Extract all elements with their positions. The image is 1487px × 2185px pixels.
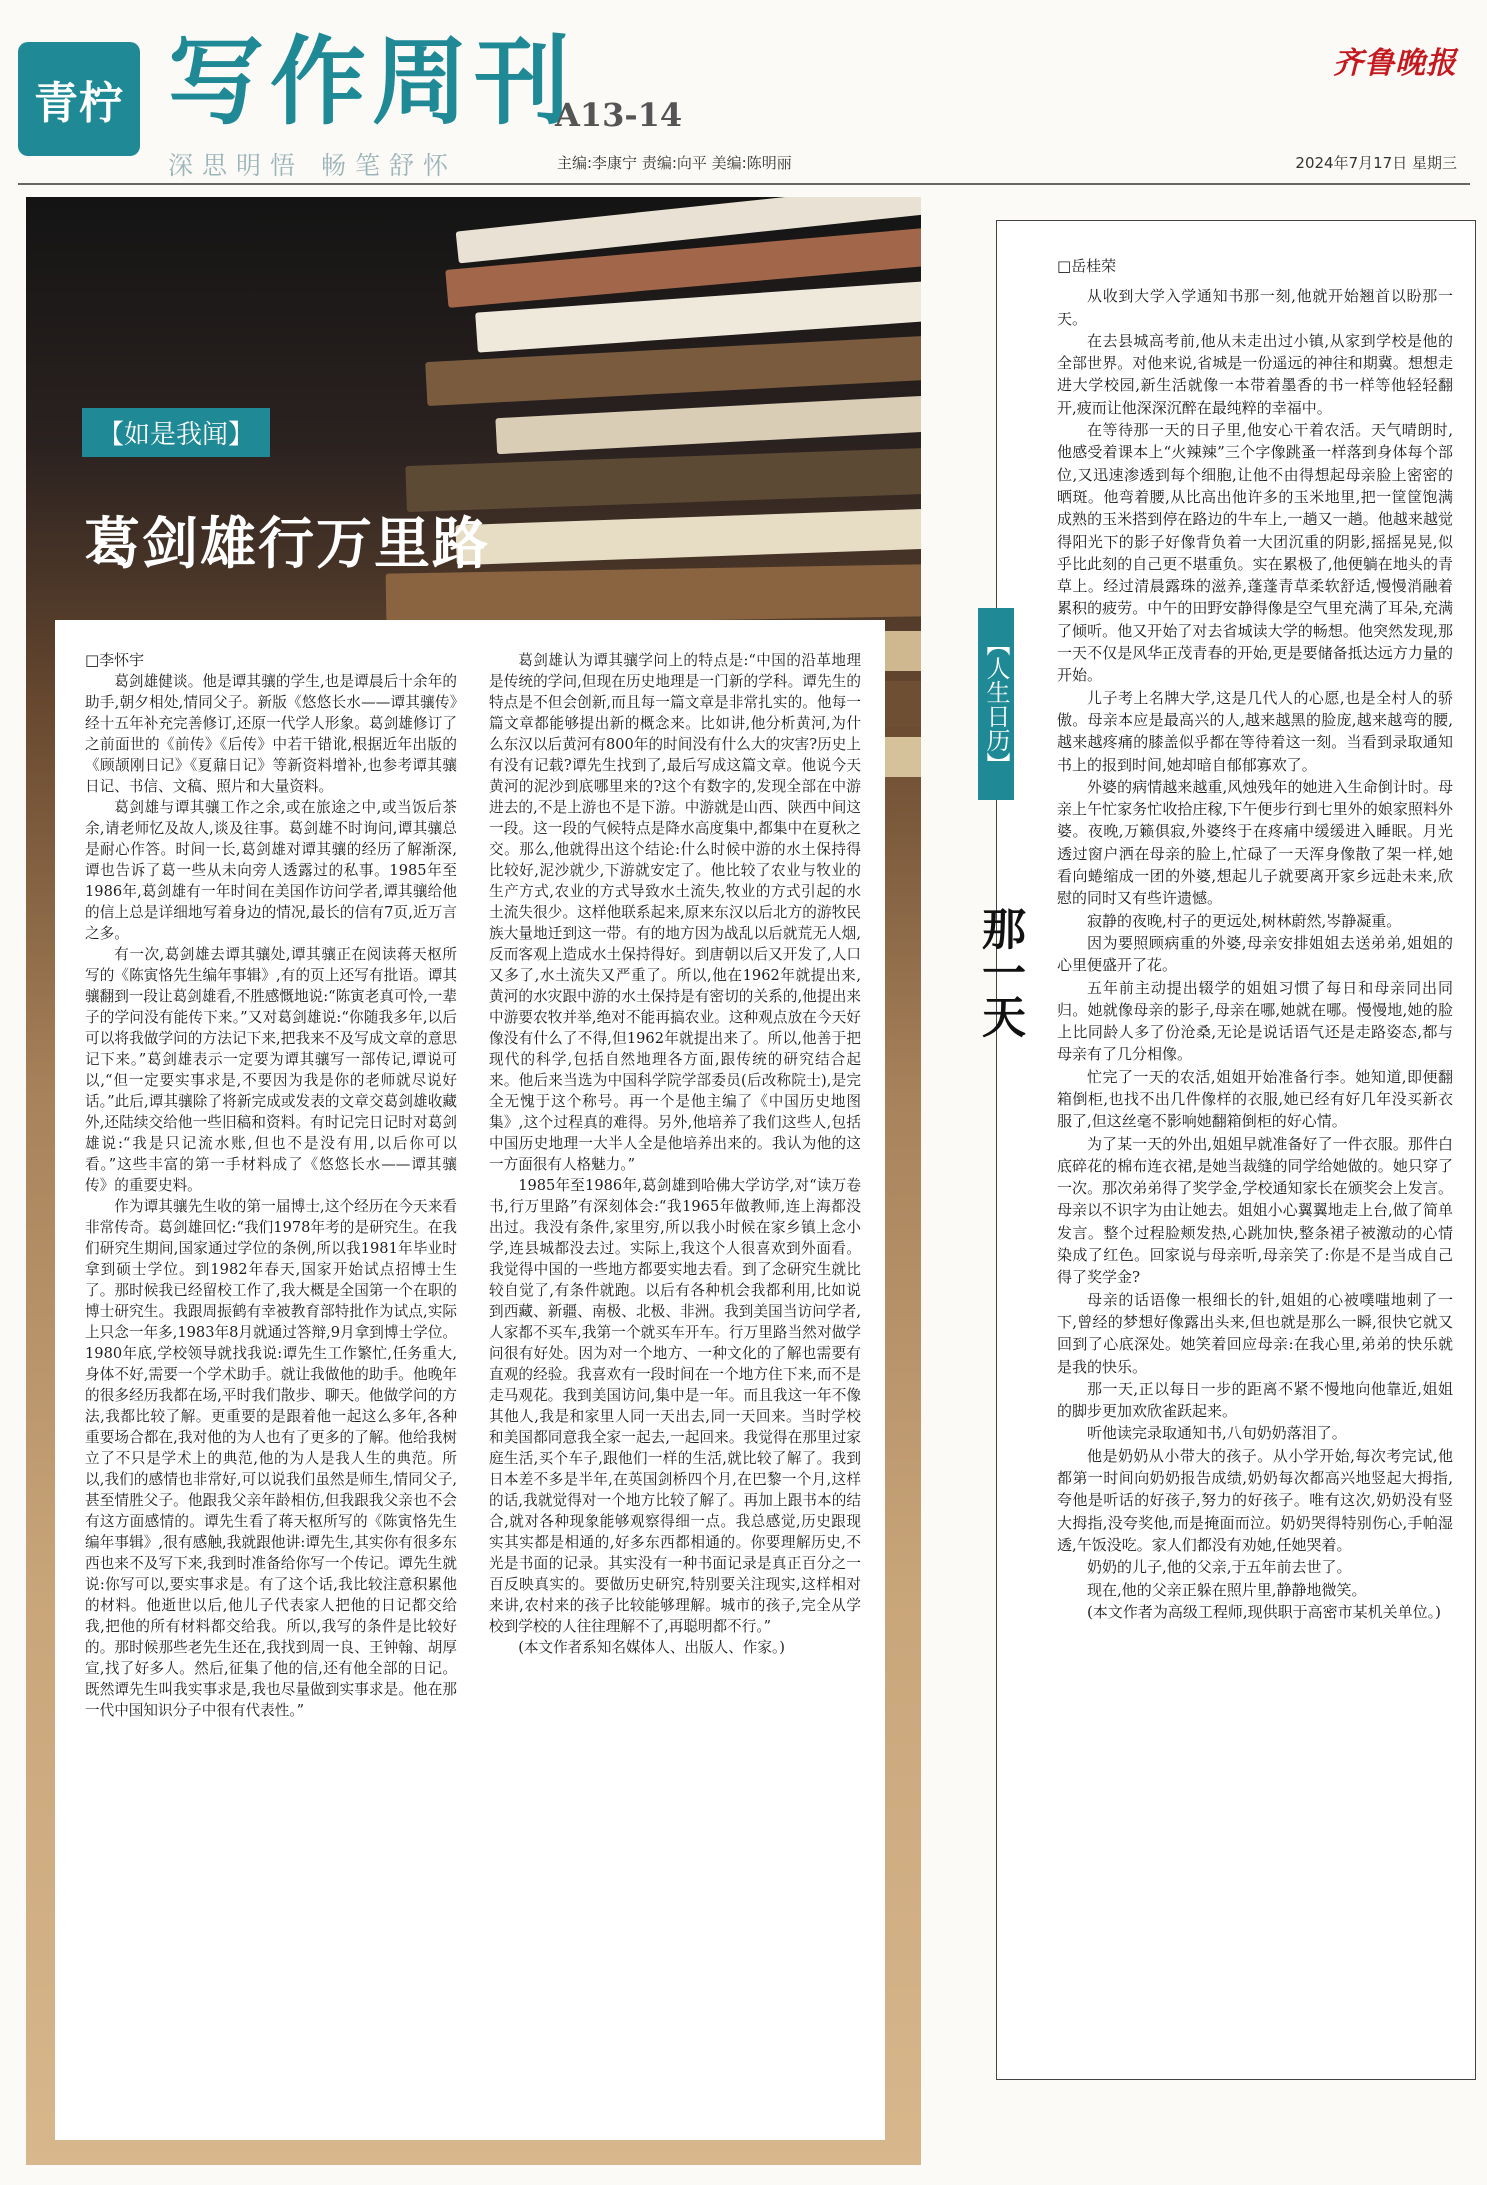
newspaper-logo: 齐鲁晚报	[1333, 46, 1457, 81]
author-note: (本文作者系知名媒体人、出版人、作家。)	[518, 1639, 785, 1656]
paragraph: 在去县城高考前,他从未走出过小镇,从家到学校是他的全部世界。对他来说,省城是一份遥远的神往和期冀。想想走进大学校园,新生活就像一本带着墨香的书一样等他轻轻翻开,疲而让他深深沉醉在最纯粹的幸福中。	[1057, 331, 1453, 417]
article-column-1	[85, 650, 457, 2120]
section-logo: 青柠	[18, 42, 140, 156]
article-column-2	[489, 650, 861, 2120]
issue-date: 2024年7月17日 星期三	[1295, 154, 1457, 172]
page-number: A13-14	[555, 96, 683, 134]
paragraph: 他是奶奶从小带大的孩子。从小学开始,每次考完试,他都第一时间向奶奶报告成绩,奶奶每次都高兴地竖起大拇指,夸他是听话的好孩子,努力的好孩子。唯有这次,奶奶没有竖大拇指,没夸奖他,而是掩面而泣。奶奶哭得特别伤心,手帕湿透,午饭没吃。家人们都没有劝她,任她哭着。	[1057, 1446, 1453, 1554]
column-tag-vertical	[978, 608, 1014, 800]
paragraph: 葛剑雄健谈。他是谭其骧的学生,也是谭晨后十余年的助手,朝夕相处,情同父子。新版《悠悠长水——谭其骧传》经十五年补充完善修订,还原一代学人形象。葛剑雄修订了之前面世的《前传》《后传》中若干错讹,根据近年出版的《顾颉刚日记》《夏鼐日记》等新资料增补,也参考谭其骧日记、书信、文稿、照片和大量资料。	[85, 673, 457, 795]
section-title: 写作周刊	[168, 26, 576, 138]
paragraph: 1985年至1986年,葛剑雄到哈佛大学访学,对“读万卷书,行万里路”有深刻体会:“我1965年做教师,连上海都没出过。我没有条件,家里穷,所以我小时候在家乡镇上念小学,连县城都没去过。实际上,我这个人很喜欢到外面看。我觉得中国的一些地方都要实地去看。到了念研究生就比较自觉了,有条件就跑。以后有各种机会我都利用,比如说到西藏、新疆、南极、北极、非洲。我到美国当访问学者,人家都不买车,我第一个就买车开车。行万里路当然对做学问很有好处。因为对一个地方、一种文化的了解也需要有直观的经验。我喜欢有一段时间在一个地方住下来,而不是走马观花。我到美国访问,集中是一年。而且我这一年不像其他人,我是和家里人同一天出去,同一天回来。当时学校和美国都同意我全家一起去,一起回来。我觉得在那里过家庭生活,买个车子,跟他们一样的生活,就比较了解了。我到日本差不多是半年,在英国剑桥四个月,在巴黎一个月,这样的话,我就觉得对一个地方比较了解了。再加上跟书本的结合,就对各种现象能够观察得细一点。我总感觉,历史跟现实其实都是相通的,好多东西都相通的。你要理解历史,不光是书面的记录。其实没有一种书面记录是真正百分之一百反映真实的。要做历史研究,特别要关注现实,这样相对来讲,农村来的孩子比较能够理解。城市的孩子,完全从学校到学校的人往往理解不了,再聪明都不行。”	[489, 1177, 861, 1635]
paragraph: 听他读完录取通知书,八旬奶奶落泪了。	[1087, 1424, 1347, 1443]
column-tag: 【如是我闻】	[82, 408, 270, 457]
editor-credits: 主编:李康宁 责编:向平 美编:陈明丽	[557, 154, 792, 172]
right-article-body	[1057, 255, 1453, 1623]
column-tag-text: 【人生日历】	[982, 632, 1010, 776]
paragraph: 葛剑雄认为谭其骧学问上的特点是:“中国的沿革地理是传统的学问,但现在历史地理是一门新的学科。谭先生的特点是不但会创新,而且每一篇文章是非常扎实的。他每一篇文章都能够提出新的概念来。比如讲,他分析黄河,为什么东汉以后黄河有800年的时间没有什么大的灾害?历史上有没有记载?谭先生找到了,最后写成这篇文章。他说今天黄河的泥沙到底哪里来的?这个有数字的,发现全部在中游进去的,不是上游也不是下游。中游就是山西、陕西中间这一段。这一段的气候特点是降水高度集中,都集中在夏秋之交。那么,他就得出这个结论:什么时候中游的水土保持得比较好,泥沙就少,下游就安定了。他比较了农业与牧业的生产方式,农业的方式导致水土流失,牧业的方式引起的水土流失很少。这样他联系起来,原来东汉以后北方的游牧民族大量地迁到这一带。有的地方因为战乱以后就荒无人烟,反而客观上造成水土保持得好。到唐朝以后又开发了,人口又多了,水土流失又严重了。所以,他在1962年就提出来,黄河的水灾跟中游的水土保持是有密切的关系的,他提出来中游要农牧并举,绝对不能再搞农业。这种观点放在今天好像没有什么了不得,但1962年就提出来了。所以,他善于把现代的科学,包括自然地理各方面,跟传统的研究结合起来。他后来当选为中国科学院学部委员(后改称院士),是完全无愧于这个称号。再一个是他主编了《中国历史地图集》,这个过程真的难得。另外,他培养了我们这些人,包括中国历史地理一大半人全是他培养出来的。我认为他的这一方面很有人格魅力。”	[489, 652, 861, 1173]
byline: □李怀宇	[85, 651, 145, 669]
paragraph: 有一次,葛剑雄去谭其骧处,谭其骧正在阅读蒋天枢所写的《陈寅恪先生编年事辑》,有的页上还写有批语。谭其骧翻到一段让葛剑雄看,不胜感慨地说:“陈寅老真可怜,一辈子的学问没有能传下来。”又对葛剑雄说:“你随我多年,以后可以将我做学问的方法记下来,把我来不及写成文章的意思记下来。”葛剑雄表示一定要为谭其骧写一部传记,谭说可以,“但一定要实事求是,不要因为我是你的老师就尽说好话。”此后,谭其骧除了将新完成或发表的文章交葛剑雄收藏外,还陆续交给他一些旧稿和资料。有时记完日记时对葛剑雄说:“我是只记流水账,但也不是没有用,以后你可以看。”这些丰富的第一手材料成了《悠悠长水——谭其骧传》的重要史料。	[85, 946, 457, 1194]
paragraph: 为了某一天的外出,姐姐早就准备好了一件衣服。那件白底碎花的棉布连衣裙,是她当裁缝的同学给她做的。她只穿了一次。那次弟弟得了奖学金,学校通知家长在颁奖会上发言。母亲以不识字为由让她去。姐姐小心翼翼地走上台,做了简单发言。整个过程脸颊发热,心跳加快,整条裙子被激动的心情染成了红色。回家说与母亲听,母亲笑了:你是不是当成自己得了奖学金?	[1057, 1134, 1453, 1287]
right-article-box	[996, 220, 1476, 2080]
paragraph: 五年前主动提出辍学的姐姐习惯了每日和母亲同出同归。她就像母亲的影子,母亲在哪,她就在哪。慢慢地,她的脸上比同龄人多了份沧桑,无论是说话语气还是走路姿态,都与母亲有了几分相像。	[1057, 978, 1453, 1064]
paragraph: 在等待那一天的日子里,他安心干着农活。天气晴朗时,他感受着课本上“火辣辣”三个字像跳蚤一样落到身体每个部位,又迅速渗透到每个细胞,让他不由得想起母亲脸上密密的晒斑。他弯着腰,从比高出他许多的玉米地里,把一筐筐饱满成熟的玉米搭到停在路边的牛车上,一趟又一趟。他越来越觉得阳光下的影子好像背负着一大团沉重的阴影,摇摇晃晃,似乎比此刻的自己更不堪重负。实在累极了,他便躺在地头的青草上。经过清晨露珠的滋养,蓬蓬青草柔软舒适,慢慢消融着累积的疲劳。中午的田野安静得像是空气里充满了耳朵,充满了倾听。他又开始了对去省城读大学的畅想。他突然发现,那一天不仅是风华正茂青春的开始,更是要储备抵达远方力量的开始。	[1057, 421, 1453, 685]
paragraph: 外婆的病情越来越重,风烛残年的她进入生命倒计时。母亲上午忙家务忙收拾庄稼,下午便步行到七里外的娘家照料外婆。夜晚,万籁俱寂,外婆终于在疼痛中缓缓进入睡眠。月光透过窗户洒在母亲的脸上,忙碌了一天浑身像散了架一样,她看向蜷缩成一团的外婆,想起儿子就要离开家乡远赴未来,欣慰的同时又有些许遗憾。	[1057, 777, 1453, 908]
paragraph: 葛剑雄与谭其骧工作之余,或在旅途之中,或当饭后茶余,请老师忆及故人,谈及往事。葛剑雄不时询问,谭其骧总是耐心作答。时间一长,葛剑雄对谭其骧的经历了解渐深,谭也告诉了葛一些从未向旁人透露过的私事。1985年至1986年,葛剑雄有一年时间在美国作访问学者,谭其骧给他的信上总是详细地写着身边的情况,最长的信有7页,近万言之多。	[85, 799, 457, 942]
author-note: (本文作者为高级工程师,现供职于高密市某机关单位。)	[1087, 1602, 1441, 1621]
paragraph: 从收到大学入学通知书那一刻,他就开始翘首以盼那一天。	[1057, 287, 1453, 328]
article-title: 葛剑雄行万里路	[84, 511, 490, 577]
paragraph: 那一天,正以每日一步的距离不紧不慢地向他靠近,姐姐的脚步更加欢欣雀跃起来。	[1057, 1379, 1453, 1421]
article-title-text: 那一天	[974, 906, 1025, 1038]
paragraph: 母亲的话语像一根细长的针,姐姐的心被噗嗤地刺了一下,曾经的梦想好像露出头来,但也就是那么一瞬,很快它就又回到了心底深处。她笑着回应母亲:在我心里,弟弟的快乐就是我的快乐。	[1057, 1290, 1453, 1376]
byline: □岳桂荣	[1057, 257, 1117, 275]
paragraph: 寂静的夜晚,村子的更远处,树林蔚然,岑静凝重。	[1087, 911, 1402, 930]
paragraph: 因为要照顾病重的外婆,母亲安排姐姐去送弟弟,姐姐的心里便盛开了花。	[1057, 933, 1453, 975]
paragraph: 忙完了一天的农活,姐姐开始准备行李。她知道,即便翻箱倒柜,也找不出几件像样的衣服,她已经有好几年没买新衣服了,但这丝毫不影响她翻箱倒柜的好心情。	[1057, 1067, 1453, 1131]
masthead-divider	[18, 183, 1470, 185]
paragraph: 奶奶的儿子,他的父亲,于五年前去世了。	[1087, 1558, 1352, 1577]
paragraph: 现在,他的父亲正躲在照片里,静静地微笑。	[1087, 1580, 1367, 1599]
paragraph: 作为谭其骧先生收的第一届博士,这个经历在今天来看非常传奇。葛剑雄回忆:“我们1978年考的是研究生。在我们研究生期间,国家通过学位的条例,所以我1981年毕业时拿到硕士学位。到1982年春天,国家开始试点招博士生了。那时候我已经留校工作了,我大概是全国第一个在职的博士研究生。我跟周振鹤有幸被教育部特批作为试点,实际上只念一年多,1983年8月就通过答辩,9月拿到博士学位。1980年底,学校领导就找我说:谭先生工作繁忙,任务重大,身体不好,需要一个学术助手。就让我做他的助手。他晚年的很多经历我都在场,平时我们散步、聊天。他做学问的方法,我都比较了解。更重要的是跟着他一起这么多年,各种重要场合都在,我对他的为人也有了更多的了解。他给我树立了不只是学术上的典范,他的为人是我人生的典范。所以,我们的感情也非常好,可以说我们虽然是师生,情同父子,甚至情胜父子。他跟我父亲年龄相仿,但我跟我父亲也不会有这方面感情的。谭先生看了蒋天枢所写的《陈寅恪先生编年事辑》,很有感触,我就跟他讲:谭先生,其实你有很多东西也来不及写下来,我到时准备给你写一个传记。谭先生就说:你写可以,要实事求是。有了这个话,我比较注意积累他的材料。他逝世以后,他儿子代表家人把他的日记都交给我,把他的所有材料都交给我。所以,我写的条件是比较好的。那时候那些老先生还在,我找到周一良、王钟翰、胡厚宣,找了好多人。然后,征集了他的信,还有他全部的日记。既然谭先生叫我实事求是,我也尽量做到实事求是。他在那一代中国知识分子中很有代表性。”	[85, 1198, 457, 1719]
paragraph: 儿子考上名牌大学,这是几代人的心愿,也是全村人的骄傲。母亲本应是最高兴的人,越来越黑的脸庞,越来越弯的腰,越来越疼痛的膝盖似乎都在等待着这一刻。当看到录取通知书上的报到时间,她却暗自郁郁寡欢了。	[1057, 688, 1453, 774]
section-slogan: 深思明悟 畅笔舒怀	[168, 151, 457, 180]
left-article-body	[55, 620, 885, 2140]
article-title-vertical	[970, 906, 1025, 1053]
